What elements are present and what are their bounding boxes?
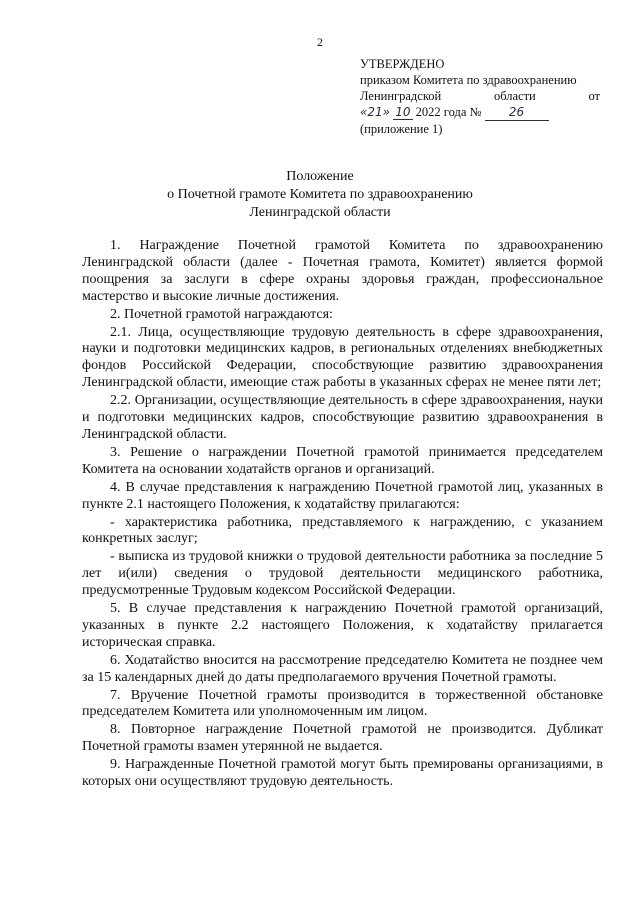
paragraph-4-item-1: - характеристика работника, представляемого к награждению, с указанием конкретных заслуг; — [82, 514, 603, 547]
approval-doc-number: 26 — [508, 105, 525, 119]
paragraph-1: 1. Награждение Почетной грамотой Комитета по здравоохранению Ленинградской области (далее - Почетная грамота, Комитет) является формой поощрения за заслуги в сфере охраны здоровья граждан, профессиональное мастерство и высокие личные достижения. — [82, 238, 603, 304]
paragraph-3: 3. Решение о награждении Почетной грамотой принимается председателем Комитета на основании ходатайств органов и организаций. — [82, 444, 603, 477]
paragraph-6: 6. Ходатайство вносится на рассмотрение председателю Комитета не позднее чем за 15 календарных дней до даты предполагаемого вручения Почетной грамоты. — [82, 652, 603, 685]
title-line2: о Почетной грамоте Комитета по здравоохранению — [167, 187, 473, 202]
approval-date-line — [360, 104, 600, 121]
approval-block — [360, 56, 600, 137]
document-body — [82, 238, 603, 791]
approval-line2-mid: области — [493, 89, 536, 103]
paragraph-5: 5. В случае представления к награждению Почетной грамотой организаций, указанных в пункте 2.2 настоящего Положения, к ходатайству прилагается историческая справка. — [82, 601, 603, 650]
paragraph-2-2: 2.2. Организации, осуществляющие деятельность в сфере здравоохранения, науки и подготовки медицинских кадров, способствующие развитию здравоохранения в Ленинградской области. — [82, 393, 603, 442]
paragraph-2: 2. Почетной грамотой награждаются: — [110, 306, 333, 322]
paragraph-4: 4. В случае представления к награждению Почетной грамотой лиц, указанных в пункте 2.1 настоящего Положения, к ходатайству прилагаются: — [82, 479, 603, 512]
page-number: 2 — [317, 35, 323, 49]
title-line3: Ленинградской области — [249, 205, 391, 220]
title-line1: Положение — [286, 169, 354, 184]
paragraph-4-item-2: - выписка из трудовой книжки о трудовой деятельности работника за последние 5 лет и(или) сведения о трудовой деятельности медицинского работника, предусмотренные Трудовым кодексом Российской Федерации. — [82, 549, 603, 599]
approval-date-year: 2022 года № — [415, 105, 482, 119]
approval-date-month: 10 — [395, 105, 411, 119]
paragraph-9: 9. Награжденные Почетной грамотой могут быть премированы организациями, в которых они осуществляют трудовую деятельность. — [82, 757, 603, 790]
approval-line2 — [360, 88, 600, 104]
paragraph-2-1: 2.1. Лица, осуществляющие трудовую деятельность в сфере здравоохранения, науки и подготовки медицинских кадров, в региональных отделениях внебюджетных фондов Российской Федерации, способствующие развитию здравоохранения Ленинградской области, имеющие стаж работы в указанных сферах не менее пяти лет; — [82, 324, 603, 391]
approval-appendix: (приложение 1) — [360, 122, 443, 136]
approval-line2-left: Ленинградской — [360, 89, 442, 103]
approval-line2-right: от — [588, 89, 600, 103]
approval-date-day: «21» — [360, 105, 391, 119]
approval-heading: УТВЕРЖДЕНО — [360, 57, 445, 71]
paragraph-7: 7. Вручение Почетной грамоты производится в торжественной обстановке председателем Комитета или уполномоченным им лицом. — [82, 687, 603, 720]
document-title — [0, 168, 640, 222]
paragraph-8: 8. Повторное награждение Почетной грамотой не производится. Дубликат Почетной грамоты взамен утерянной не выдается. — [82, 722, 603, 755]
approval-line1: приказом Комитета по здравоохранению — [360, 73, 577, 87]
